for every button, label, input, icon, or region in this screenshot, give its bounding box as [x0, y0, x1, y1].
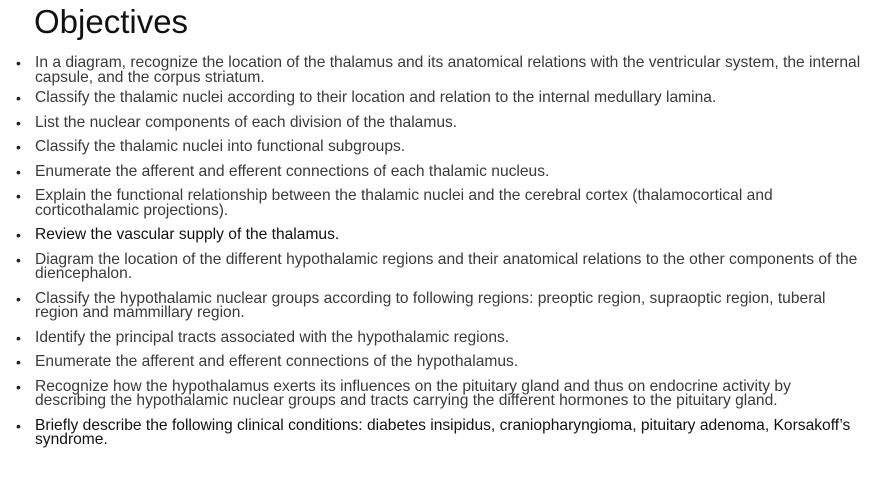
bullet: •: [16, 90, 21, 106]
bullet: •: [16, 188, 21, 204]
objective-text: List the nuclear components of each division of the thalamus.: [35, 113, 458, 131]
objective-text: Recognize how the hypothalamus exerts its influences on the pituitary gland and thus on endocrine activity by describing the hypothalamic nuclear groups and tracts carrying the different hormones to the pituitary gland.: [35, 377, 791, 409]
bullet: •: [16, 354, 21, 370]
bullet: •: [16, 163, 21, 180]
bullet: •: [16, 227, 21, 243]
bullet: •: [16, 251, 21, 268]
objective-item: [0, 289, 880, 321]
objective-text: Enumerate the afferent and efferent connections of each thalamic nucleus.: [35, 162, 550, 180]
objective-item: [0, 91, 880, 106]
objective-item: [0, 250, 880, 282]
bullet: •: [16, 139, 21, 155]
objective-text: Identify the principal tracts associated with the hypothalamic regions.: [35, 328, 510, 346]
bullet: •: [16, 55, 21, 71]
objective-text: Classify the hypothalamic nuclear groups according to following regions: preoptic region, supraoptic region, tuberal region and mammillary region.: [35, 289, 826, 321]
objective-text: Review the vascular supply of the thalamus.: [35, 226, 340, 243]
bullet: •: [16, 329, 21, 346]
bullet: •: [16, 417, 21, 434]
objectives-list: [0, 56, 880, 448]
objective-item: [0, 377, 880, 409]
bullet: •: [16, 114, 21, 131]
objective-text: Classify the thalamic nuclei according to their location and relation to the internal medullary lamina.: [35, 89, 717, 106]
bullet: •: [16, 290, 21, 307]
objective-item: [0, 56, 880, 85]
objective-item: [0, 162, 880, 180]
objective-item: [0, 355, 880, 370]
objective-text: Classify the thalamic nuclei into functional subgroups.: [35, 138, 406, 155]
objective-text: Explain the functional relationship between the thalamic nuclei and the cerebral cortex (thalamocortical and corticothalamic projections).: [35, 187, 773, 219]
slide-title: Objectives: [34, 3, 189, 40]
objective-text: Enumerate the afferent and efferent connections of the hypothalamus.: [35, 353, 519, 370]
objective-item: [0, 416, 880, 448]
objective-item: [0, 140, 880, 155]
objective-text: Diagram the location of the different hypothalamic regions and their anatomical relations to the other components of the diencephalon.: [35, 250, 858, 282]
objective-item: [0, 189, 880, 218]
objective-item: [0, 228, 880, 243]
objective-item: [0, 113, 880, 131]
objective-text: Briefly describe the following clinical conditions: diabetes insipidus, craniopharyngioma, pituitary adenoma, Korsakoff’s syndrome.: [35, 416, 851, 448]
objective-item: [0, 328, 880, 346]
objective-text: In a diagram, recognize the location of the thalamus and its anatomical relations with the ventricular system, the internal capsule, and the corpus striatum.: [35, 54, 861, 86]
bullet: •: [16, 378, 21, 395]
